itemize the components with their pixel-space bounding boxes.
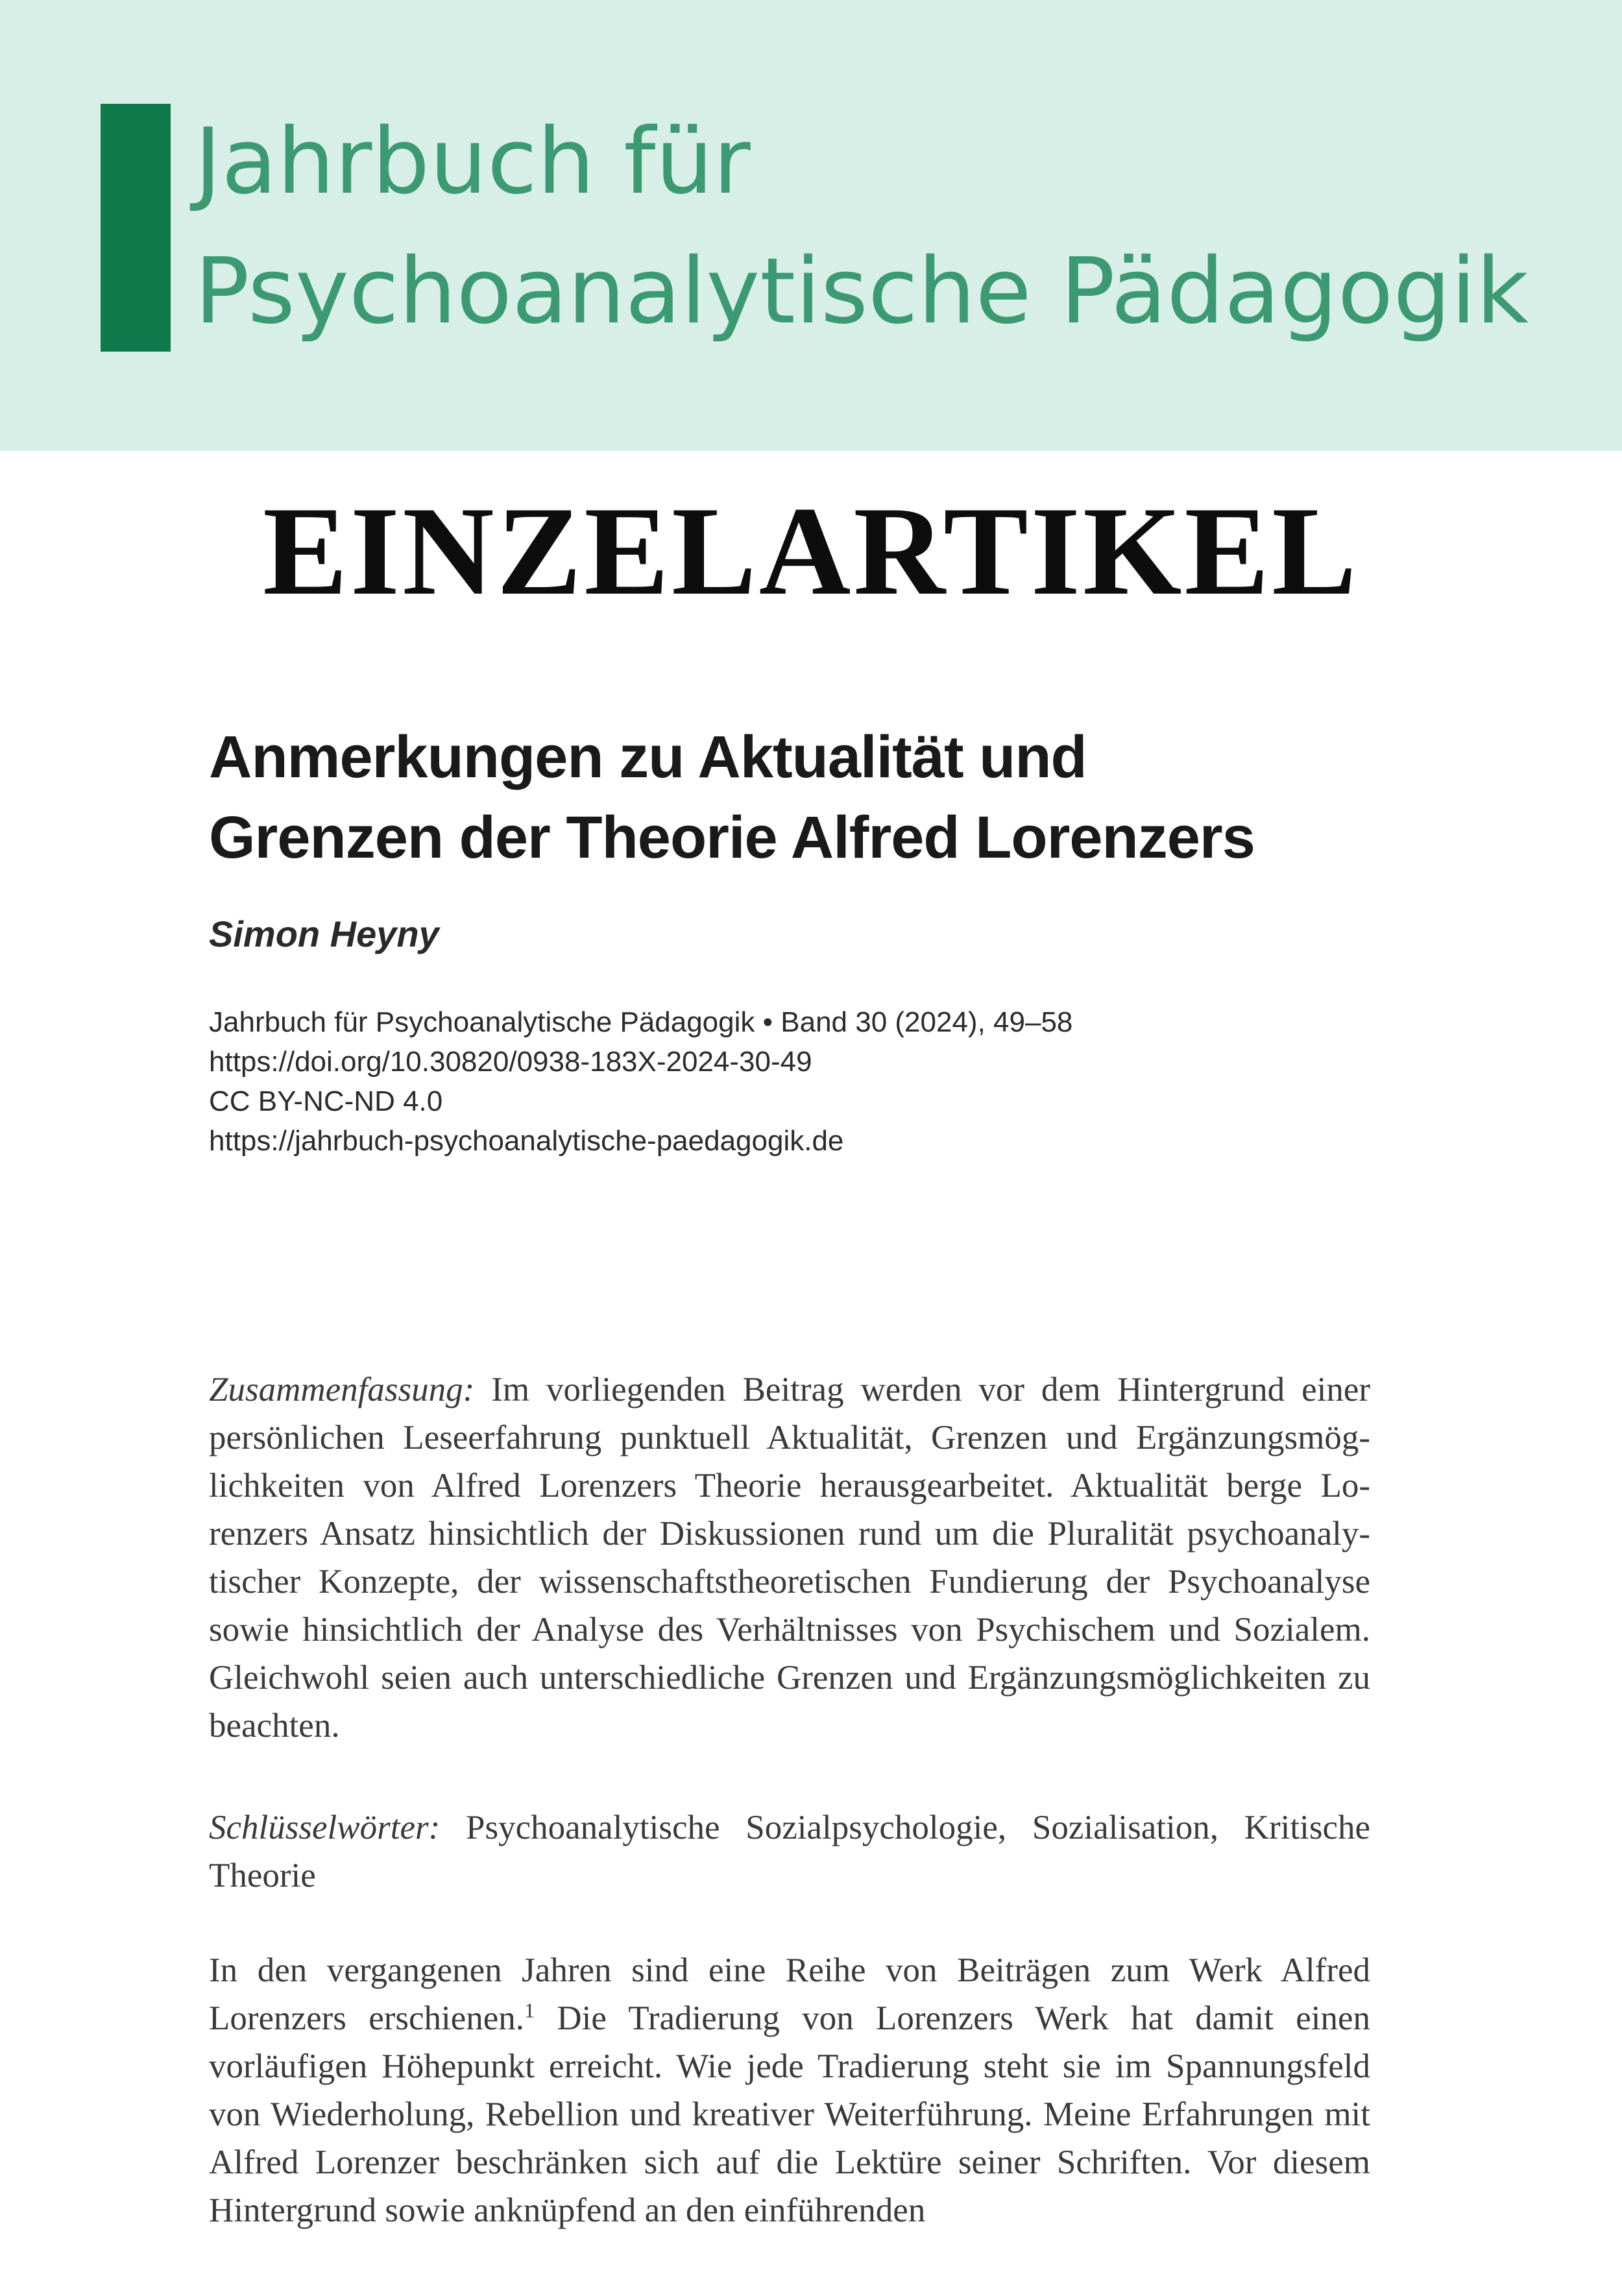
body-paragraph bbox=[209, 1946, 1370, 2234]
section-label: EINZELARTIKEL bbox=[263, 481, 1359, 622]
doi-link[interactable]: https://doi.org/10.30820/0938-183X-2024-30-49 bbox=[209, 1046, 812, 1078]
article-metadata bbox=[209, 1002, 1442, 1161]
article-title-line-1: Anmerkungen zu Aktualität und bbox=[209, 724, 1087, 790]
abstract-text: Im vorliegenden Beitrag werden vor dem Hintergrund einer persönlichen Leseerfahrung punktuell Aktualität, Grenzen und Ergänzungsmöglichkeiten von Alfred Lorenzers Theorie herausgearbeitet. Aktualität berge Lorenzers Ansatz hinsichtlich der Diskussionen rund um die Pluralität psychoanalytischer Konzepte, der wissenschaftstheoretischen Fundierung der Psychoanalyse sowie hinsichtlich der Analyse des Verhältnisses von Psychischem und Sozialem. Gleichwohl seien auch unterschiedliche Grenzen und Ergänzungsmöglichkeiten zu beachten. bbox=[209, 1371, 1370, 1745]
journal-title-line-2: Psychoanalytische Pädagogik bbox=[195, 239, 1529, 344]
journal-title-line-1: Jahrbuch für bbox=[195, 109, 751, 215]
journal-title bbox=[195, 97, 1590, 357]
article-title-line-2: Grenzen der Theorie Alfred Lorenzers bbox=[209, 804, 1255, 871]
keywords-text: Psychoanalytische Sozialpsychologie, Sozialisation, Kritische Theorie bbox=[209, 1809, 1370, 1894]
abstract-label: Zusammenfassung: bbox=[209, 1371, 475, 1408]
license-line: CC BY-NC-ND 4.0 bbox=[209, 1085, 443, 1117]
keywords bbox=[209, 1804, 1370, 1900]
website-link[interactable]: https://jahrbuch-psychoanalytische-paedagogik.de bbox=[209, 1125, 844, 1157]
abstract bbox=[209, 1366, 1370, 1750]
article-title bbox=[209, 717, 1442, 878]
keywords-label: Schlüsselwörter: bbox=[209, 1809, 441, 1846]
body-text-part-2: Die Tradierung von Lorenzers Werk hat damit einen vorläufigen Höhepunkt erreicht. Wie jede Tradierung steht sie im Spannungsfeld von Wiederholung, Rebellion und kreativer Weiterführung. Meine Erfahrungen mit Alfred Lorenzer beschränken sich auf die Lektüre seiner Schriften. Vor diesem Hintergrund sowie anknüpfend an den einführenden bbox=[209, 2000, 1370, 2229]
citation-line: Jahrbuch für Psychoanalytische Pädagogik • Band 30 (2024), 49–58 bbox=[209, 1006, 1073, 1038]
footnote-marker[interactable]: 1 bbox=[524, 1998, 535, 2022]
journal-accent-bar bbox=[101, 104, 171, 352]
author-name: Simon Heyny bbox=[209, 913, 439, 954]
body-text-part-1: In den vergangenen Jahren sind eine Reihe von Beiträgen zum Werk Alfred Lorenzers erschienen. bbox=[209, 1952, 1370, 2037]
